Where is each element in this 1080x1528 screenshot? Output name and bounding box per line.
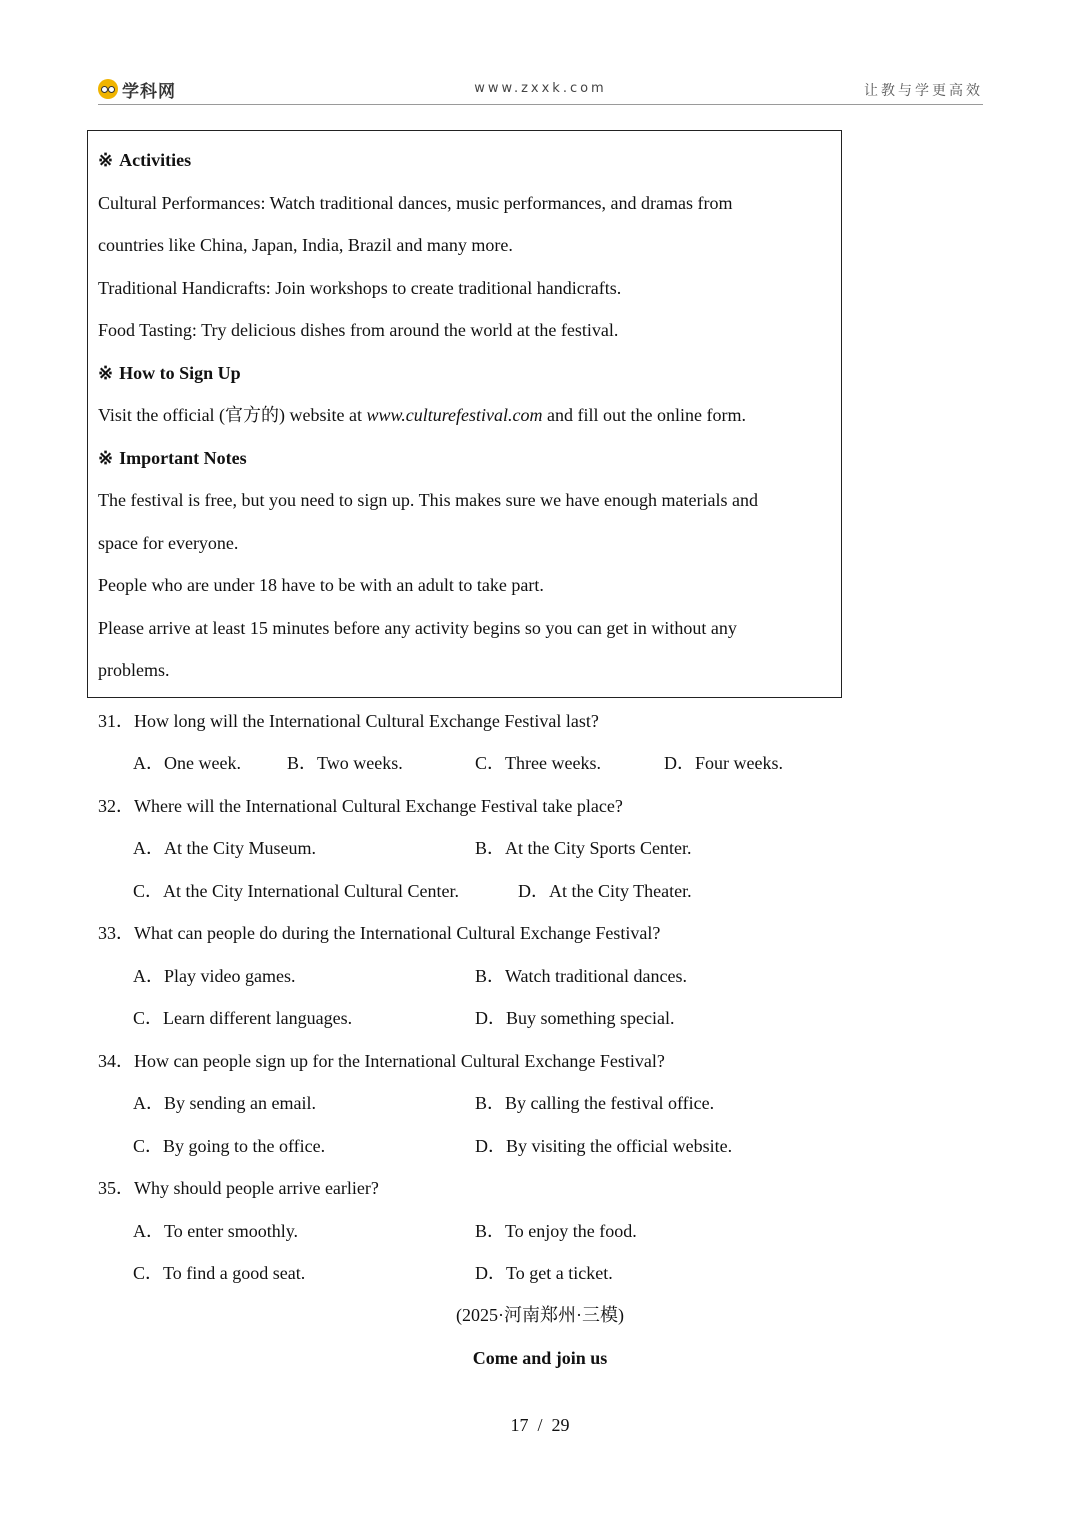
q33-option-b: B．Watch traditional dances. xyxy=(475,966,687,986)
page-number: 17 / 29 xyxy=(510,1415,570,1435)
q32-option-a: A．At the City Museum. xyxy=(133,838,316,858)
q34-option-c: C．By going to the office. xyxy=(133,1136,326,1156)
exam-source: (2025·河南郑州·三模) xyxy=(456,1305,624,1325)
activity-handicrafts: Traditional Handicrafts: Join workshops to create traditional handicrafts. xyxy=(98,278,622,298)
notes-heading: ※ Important Notes xyxy=(98,448,247,468)
q34-option-d: D．By visiting the official website. xyxy=(475,1136,733,1156)
q35-option-c: C．To find a good seat. xyxy=(133,1263,306,1283)
q34-option-b: B．By calling the festival office. xyxy=(475,1093,715,1113)
activities-heading: ※ Activities xyxy=(98,150,192,170)
question-35-stem: 35．Why should people arrive earlier? xyxy=(98,1178,379,1198)
note-1-line1: The festival is free, but you need to sign up. This makes sure we have enough materials and xyxy=(98,490,758,510)
q31-option-b: B．Two weeks. xyxy=(287,753,403,773)
question-34-stem: 34．How can people sign up for the International Cultural Exchange Festival? xyxy=(98,1051,665,1071)
note-1-line2: space for everyone. xyxy=(98,533,239,553)
page-header xyxy=(98,76,983,105)
logo-text: 学科网 xyxy=(122,81,176,102)
site-url: www.zxxk.com xyxy=(474,81,607,96)
signup-instructions: Visit the official (官方的) website at www.culturefestival.com and fill out the online form. xyxy=(98,405,746,425)
q33-option-c: C．Learn different languages. xyxy=(133,1008,353,1028)
next-passage-title: Come and join us xyxy=(472,1348,608,1368)
note-3-line1: Please arrive at least 15 minutes before any activity begins so you can get in without any xyxy=(98,618,737,638)
activity-performances-line1: Cultural Performances: Watch traditional dances, music performances, and dramas from xyxy=(98,193,733,213)
question-33-stem: 33．What can people do during the International Cultural Exchange Festival? xyxy=(98,923,661,943)
q34-option-a: A．By sending an email. xyxy=(133,1093,316,1113)
q35-option-d: D．To get a ticket. xyxy=(475,1263,613,1283)
q33-option-d: D．Buy something special. xyxy=(475,1008,675,1028)
question-31-stem: 31．How long will the International Cultural Exchange Festival last? xyxy=(98,711,599,731)
q33-option-a: A．Play video games. xyxy=(133,966,296,986)
question-32-stem: 32．Where will the International Cultural Exchange Festival take place? xyxy=(98,796,623,816)
q31-option-c: C．Three weeks. xyxy=(475,753,601,773)
activity-food-tasting: Food Tasting: Try delicious dishes from around the world at the festival. xyxy=(98,320,619,340)
q32-option-c: C．At the City International Cultural Center. xyxy=(133,881,459,901)
q35-option-b: B．To enjoy the food. xyxy=(475,1221,637,1241)
activity-performances-line2: countries like China, Japan, India, Brazil and many more. xyxy=(98,235,513,255)
signup-heading: ※ How to Sign Up xyxy=(98,363,241,383)
reference-mark-icon: ※ xyxy=(98,448,114,468)
reference-mark-icon: ※ xyxy=(98,363,114,383)
q32-option-d: D．At the City Theater. xyxy=(518,881,692,901)
festival-website-link: www.culturefestival.com xyxy=(366,405,543,425)
q31-option-a: A．One week. xyxy=(133,753,241,773)
reference-mark-icon: ※ xyxy=(98,150,114,170)
note-3-line2: problems. xyxy=(98,660,170,680)
note-2: People who are under 18 have to be with an adult to take part. xyxy=(98,575,544,595)
slogan: 让教与学更高效 xyxy=(864,83,983,99)
q31-option-d: D．Four weeks. xyxy=(664,753,783,773)
q35-option-a: A．To enter smoothly. xyxy=(133,1221,299,1241)
q32-option-b: B．At the City Sports Center. xyxy=(475,838,692,858)
